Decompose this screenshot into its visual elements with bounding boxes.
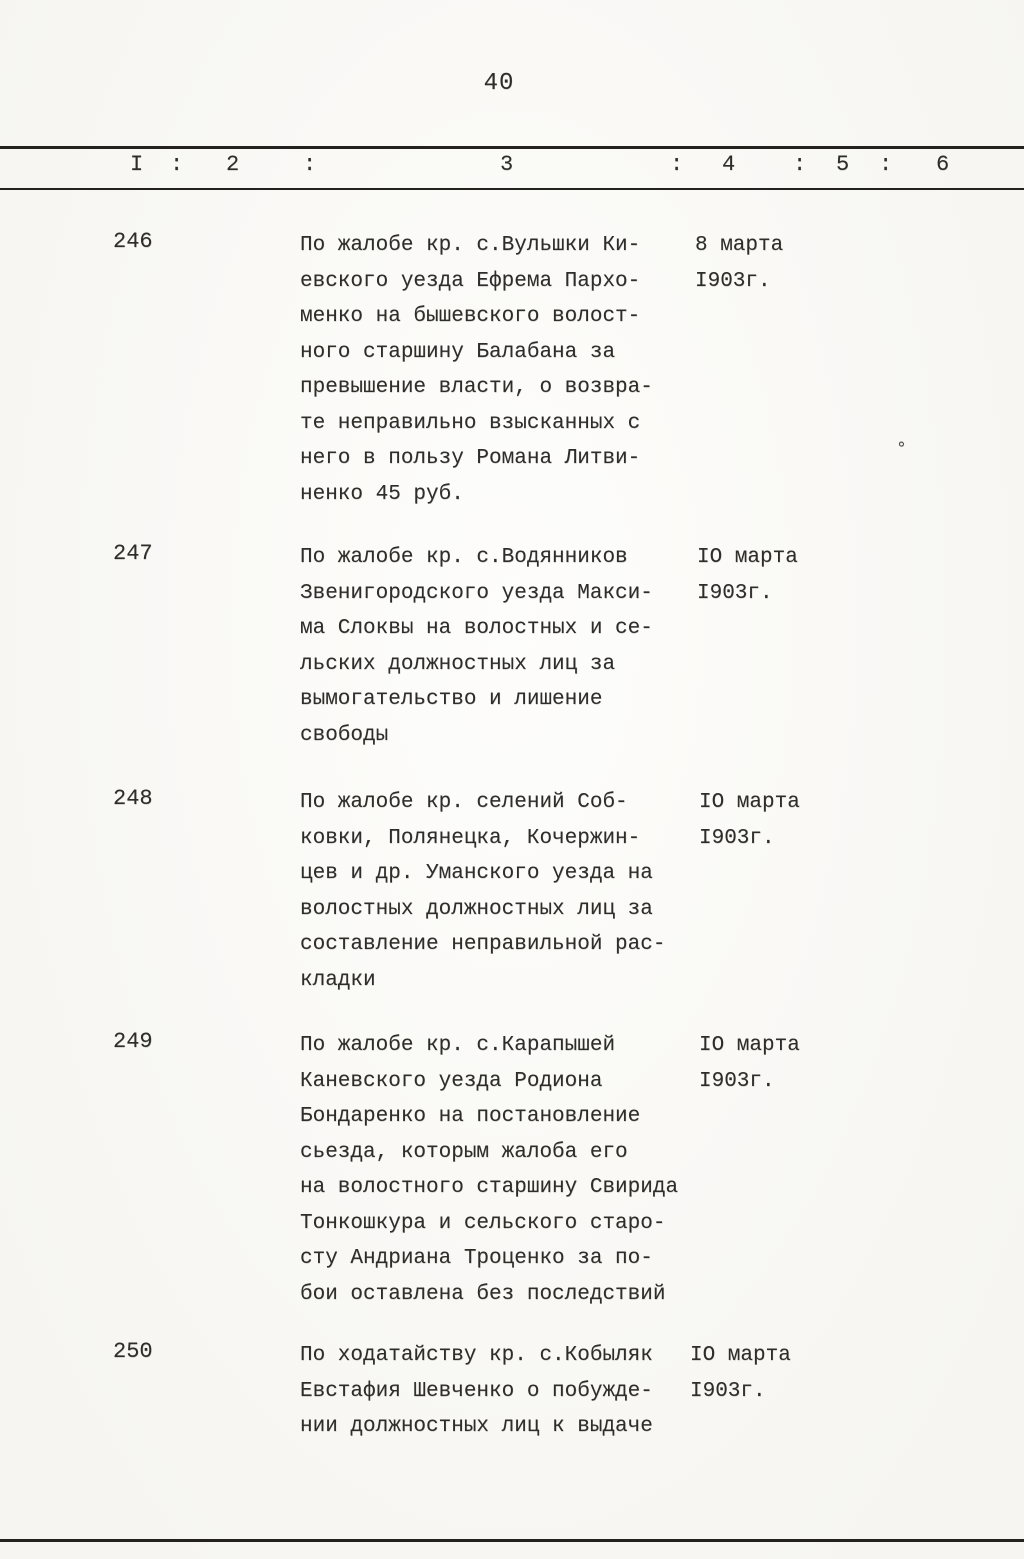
- date-line: IО марта: [690, 1344, 791, 1367]
- date-line: IО марта: [699, 1034, 800, 1057]
- description-line: бои оставлена без последствий: [300, 1282, 666, 1306]
- entry-number: 247: [113, 541, 153, 566]
- description-line: составление неправильной рас-: [300, 933, 666, 956]
- description-line: кладки: [300, 968, 376, 992]
- date-line: I903г.: [690, 1379, 766, 1403]
- description-line: него в пользу Романа Литви-: [300, 447, 641, 470]
- entry-description: [300, 228, 653, 512]
- column-separator: :: [670, 152, 684, 177]
- date-line: IО марта: [699, 791, 800, 814]
- description-line: Звенигородского уезда Макси-: [300, 581, 653, 605]
- entry-description: [300, 1028, 678, 1312]
- entry-description: [300, 785, 665, 998]
- entry-number: 248: [113, 786, 153, 811]
- description-line: Евстафия Шевченко о побужде-: [300, 1379, 653, 1403]
- date-line: 8 марта: [695, 234, 784, 257]
- description-line: ного старшину Балабана за: [300, 340, 616, 364]
- description-line: нии должностных лиц к выдаче: [300, 1415, 653, 1438]
- page-number: 40: [483, 70, 515, 97]
- description-line: свободы: [300, 723, 389, 747]
- description-line: ковки, Полянецка, Кочержин-: [300, 826, 641, 850]
- entry-date: [697, 540, 798, 611]
- description-line: менко на бышевского волост-: [300, 305, 641, 328]
- description-line: По жалобе кр. с.Карапышей: [300, 1034, 616, 1057]
- column-header-1: I: [130, 152, 144, 177]
- entry-description: [300, 1338, 653, 1445]
- column-header-6: 6: [936, 152, 950, 177]
- column-separator: :: [170, 152, 184, 177]
- description-line: ма Слоквы на волостных и се-: [300, 617, 653, 640]
- description-line: По жалобе кр. с.Вульшки Ки-: [300, 234, 641, 257]
- column-header-5: 5: [836, 152, 850, 177]
- entry-date: [690, 1338, 791, 1409]
- date-line: I903г.: [695, 269, 771, 293]
- column-separator: :: [303, 152, 317, 177]
- description-line: По жалобе кр. с.Водянников: [300, 546, 628, 569]
- entry-date: [699, 1028, 800, 1099]
- header-bottom-rule: [0, 188, 1024, 190]
- entry-number: 249: [113, 1029, 153, 1054]
- description-line: сьезда, которым жалоба его: [300, 1140, 628, 1164]
- entry-number: 250: [113, 1339, 153, 1364]
- description-line: волостных должностных лиц за: [300, 897, 653, 921]
- date-line: IО марта: [697, 546, 798, 569]
- column-separator: :: [793, 152, 807, 177]
- description-line: ненко 45 руб.: [300, 482, 464, 506]
- entry-date: [695, 228, 783, 299]
- description-line: льских должностных лиц за: [300, 652, 616, 676]
- description-line: По ходатайству кр. с.Кобыляк: [300, 1344, 653, 1367]
- description-line: превышение власти, о возвра-: [300, 376, 653, 399]
- description-line: Бондаренко на постановление: [300, 1105, 641, 1128]
- entry-number: 246: [113, 229, 153, 254]
- description-line: Тонкошкура и сельского старо-: [300, 1211, 666, 1235]
- description-line: на волостного старшину Свирида: [300, 1176, 679, 1199]
- page-bottom-rule: [0, 1539, 1024, 1542]
- column-separator: :: [879, 152, 893, 177]
- ink-speck: °: [896, 440, 907, 460]
- date-line: I903г.: [697, 581, 773, 605]
- date-line: I903г.: [699, 1069, 775, 1093]
- date-line: I903г.: [699, 826, 775, 850]
- description-line: сту Андриана Троценко за по-: [300, 1247, 653, 1270]
- description-line: вымогательство и лишение: [300, 688, 603, 711]
- entry-description: [300, 540, 653, 753]
- description-line: цев и др. Уманского уезда на: [300, 862, 653, 885]
- description-line: евского уезда Ефрема Пархо-: [300, 269, 641, 293]
- description-line: те неправильно взысканных с: [300, 411, 641, 435]
- column-header-4: 4: [722, 152, 736, 177]
- header-top-rule: [0, 146, 1024, 149]
- entry-date: [699, 785, 800, 856]
- column-header-2: 2: [226, 152, 240, 177]
- description-line: Каневского уезда Родиона: [300, 1069, 603, 1093]
- column-header-3: 3: [500, 152, 514, 177]
- description-line: По жалобе кр. селений Соб-: [300, 791, 628, 814]
